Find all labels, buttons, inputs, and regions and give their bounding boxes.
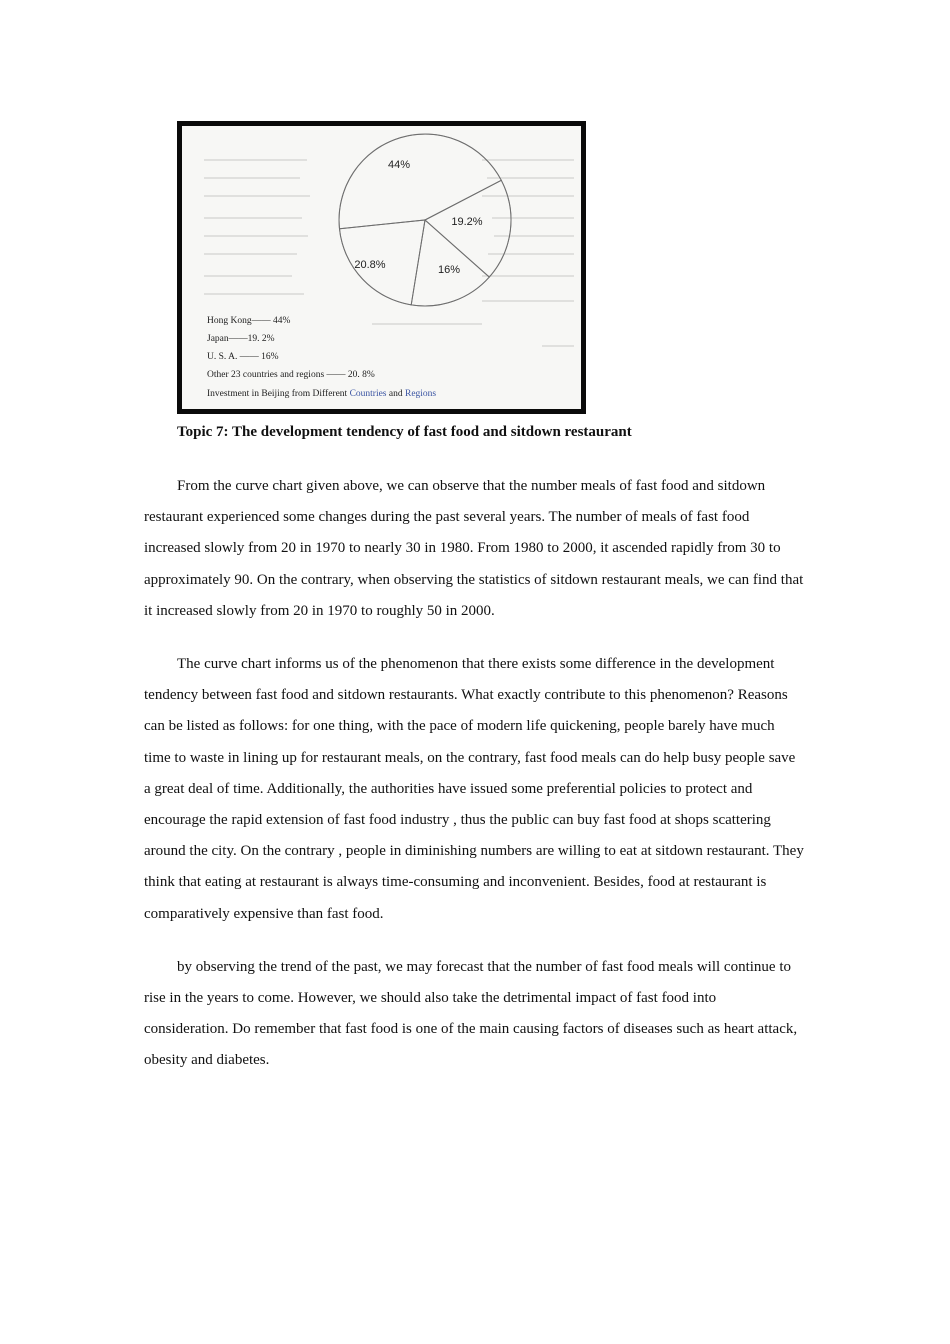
pie-slice-label: 19.2%	[451, 216, 483, 228]
paragraph: by observing the trend of the past, we may forecast that the number of fast food meals will continue to rise in the years to come. However, we should also take the detrimental impact of fast food into consideration. Do remember that fast food is one of the main causing factors of diseases such as heart attack, obesity and diabetes.	[144, 958, 798, 1069]
legend-entry: Hong Kong—— 44%	[207, 316, 291, 326]
paragraph: The curve chart informs us of the phenomenon that there exists some difference in the development tendency between fast food and sitdown restaurants. What exactly contribute to this phenomenon? Reasons can be listed as follows: for one thing, with the pace of modern life quickening, people barely have much time to waste in lining up for restaurant meals, on the contrary, fast food meals can do help busy people save a great deal of time. Additionally, the authorities have issued some preferential policies to protect and encourage the rapid extension of fast food industry , thus the public can buy fast food at shops scattering around the city. On the contrary , people in diminishing numbers are willing to eat at sitdown restaurant. They think that eating at restaurant is always time-consuming and inconvenient. Besides, food at restaurant is comparatively expensive than fast food.	[144, 656, 804, 922]
pie-slice	[339, 134, 501, 229]
pie-chart-figure	[177, 121, 586, 414]
legend-entry: U. S. A. —— 16%	[207, 352, 279, 362]
pie-slice-label: 20.8%	[354, 259, 386, 271]
pie-slice-label: 16%	[437, 264, 461, 276]
paragraph: From the curve chart given above, we can observe that the number meals of fast food and sitdown restaurant experienced some changes during the past several years. The number of meals of fast food increased slowly from 20 in 1970 to nearly 30 in 1980. From 1980 to 2000, it ascended rapidly from 30 to approximately 90. On the contrary, when observing the statistics of sitdown restaurant meals, we can find that it increased slowly from 20 in 1970 to roughly 50 in 2000.	[144, 478, 804, 619]
legend-entry: Japan——19. 2%	[207, 334, 275, 344]
pie-slice-label: 44%	[387, 159, 411, 171]
legend-title: Investment in Beijing from Different Countries and Regions	[207, 389, 437, 399]
pie-chart	[182, 126, 581, 409]
legend	[207, 316, 436, 399]
pie-slice	[425, 180, 511, 277]
topic-caption: Topic 7: The development tendency of fast food and sitdown restaurant	[177, 424, 632, 440]
legend-entry: Other 23 countries and regions —— 20. 8%	[207, 370, 375, 380]
essay-body	[144, 471, 804, 1099]
